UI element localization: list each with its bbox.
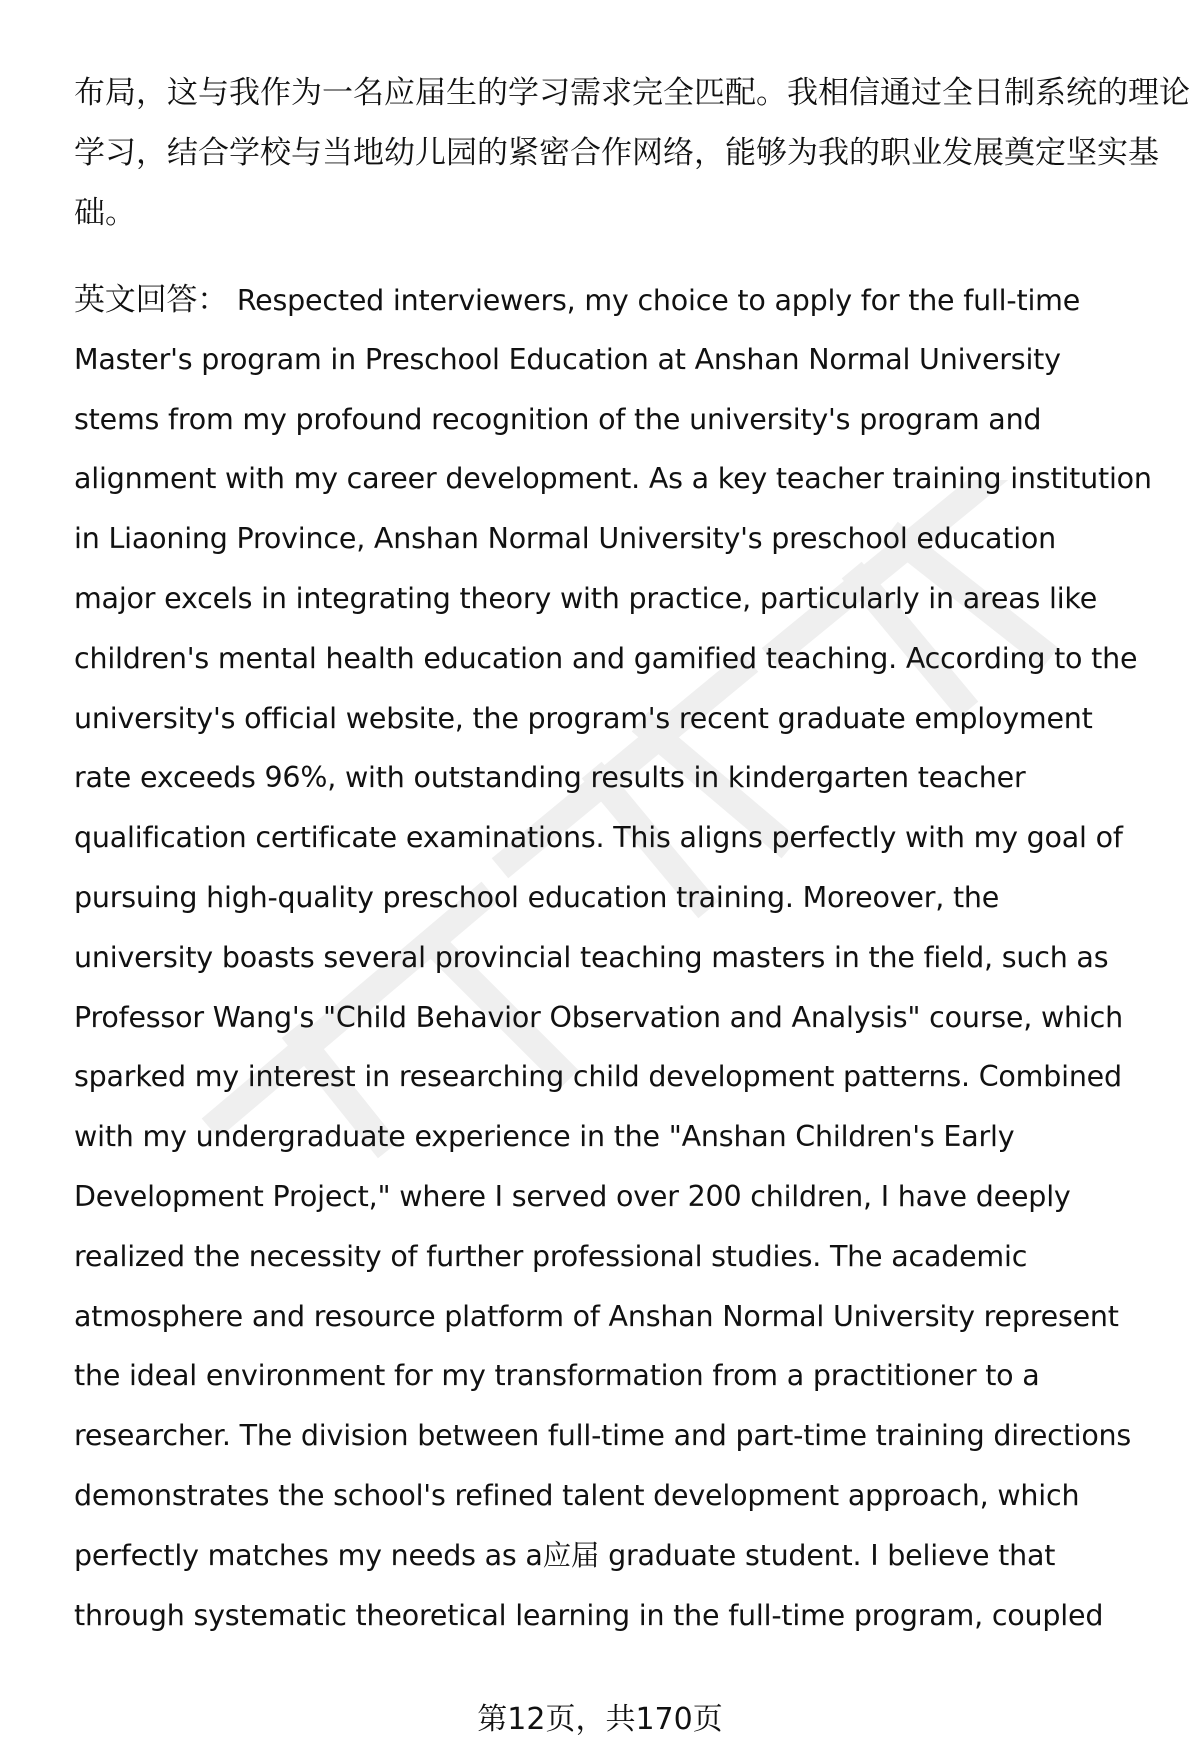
paragraph-line: researcher. The division between full-time and part-time training directions [74,1419,1132,1453]
paragraph-line: 础。 [74,195,136,231]
paragraph-line: the ideal environment for my transformation from a practitioner to a [74,1359,1040,1393]
paragraph-line: alignment with my career development. As a key teacher training institution [74,462,1152,496]
paragraph-line: Master's program in Preschool Education at Anshan Normal University [74,342,1061,376]
paragraph-line: demonstrates the school's refined talent development approach, which [74,1479,1080,1512]
paragraph-line: in Liaoning Province, Anshan Normal University's preschool education [74,522,1057,556]
paragraph-line: major excels in integrating theory with practice, particularly in areas like [74,582,1098,615]
paragraph-line: stems from my profound recognition of the university's program and [74,402,1042,436]
paragraph-line: with my undergraduate experience in the "Anshan Children's Early [74,1120,1015,1154]
paragraph-line: 学习，结合学校与当地幼儿园的紧密合作网络，能够为我的职业发展奠定坚实基 [74,135,1159,171]
paragraph-line: perfectly matches my needs as a应届 graduate student. I believe that [74,1538,1056,1572]
english-answer-label: 英文回答： [74,282,228,318]
paragraph-line: university boasts several provincial teaching masters in the field, such as [74,940,1109,974]
english-answer-first-line [74,270,1080,330]
paragraph-line: rate exceeds 96%, with outstanding results in kindergarten teacher [74,761,1026,795]
paragraph-line: Development Project," where I served over 200 children, I have deeply [74,1180,1071,1213]
paragraph-line: pursuing high-quality preschool education training. Moreover, the [74,881,1000,914]
paragraph-line: qualification certificate examinations. This aligns perfectly with my goal of [74,821,1123,855]
paragraph-line: realized the necessity of further professional studies. The academic [74,1239,1028,1273]
paragraph-line: Respected interviewers, my choice to apply for the full-time [236,284,1081,317]
paragraph-line: Professor Wang's "Child Behavior Observation and Analysis" course, which [74,1000,1123,1034]
paragraph-line: sparked my interest in researching child development patterns. Combined [74,1060,1122,1094]
paragraph-line: through systematic theoretical learning in the full-time program, coupled [74,1598,1104,1632]
paragraph-line: atmosphere and resource platform of Anshan Normal University represent [74,1299,1119,1333]
paragraph-line: children's mental health education and gamified teaching. According to the [74,641,1138,675]
page-indicator: 第12页，共170页 [477,1702,723,1737]
paragraph-line: university's official website, the program's recent graduate employment [74,701,1093,735]
paragraph-line: 布局，这与我作为一名应届生的学习需求完全匹配。我相信通过全日制系统的理论 [74,75,1190,111]
